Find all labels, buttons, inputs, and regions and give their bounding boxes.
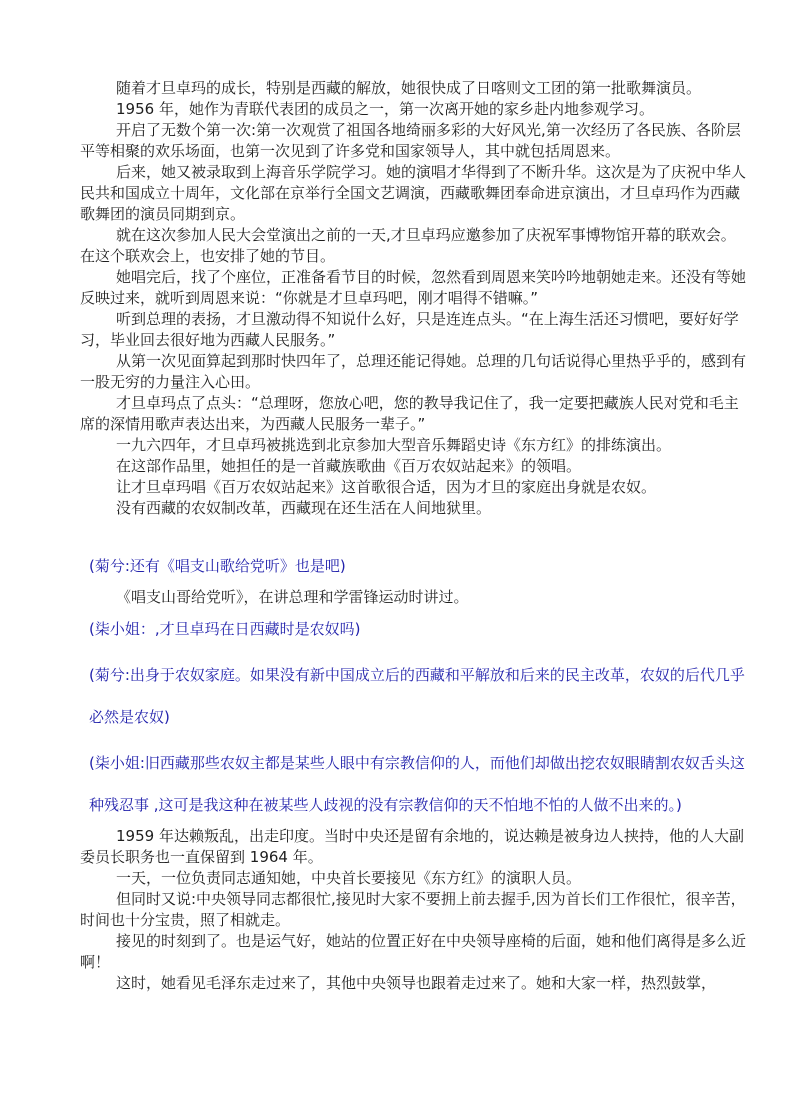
body-paragraph: 听到总理的表扬，才旦激动得不知说什么好，只是连连点头。“在上海生活还习惯吧，要好好学习，毕业回去很好地为西藏人民服务。” [80,310,739,349]
body-paragraph: 随着才旦卓玛的成长，特别是西藏的解放，她很快成了日喀则文工团的第一批歌舞演员。 [116,79,702,97]
body-paragraph: 开启了无数个第一次:第一次观赏了祖国各地绮丽多彩的大好风光,第一次经历了各民族、各阶层平等相聚的欢乐场面，也第一次见到了许多党和国家领导人，其中就包括周恩来。 [80,121,741,160]
body-paragraph: 1959 年达赖叛乱，出走印度。当时中央还是留有余地的，说达赖是被身边人挟持，他的人大副委员长职务也一直保留到 1964 年。 [80,827,744,866]
comment-paragraph: (柒小姐：,才旦卓玛在日西藏时是农奴吗) [89,620,361,638]
comment-paragraph: (菊兮:出身于农奴家庭。如果没有新中国成立后的西藏和平解放和后来的民主改革，农奴的后代几乎必然是农奴) [89,666,745,726]
body-paragraph: 《唱支山哥给党听》，在讲总理和学雷锋运动时讲过。 [116,588,469,606]
body-paragraph: 接见的时刻到了。也是运气好，她站的位置正好在中央领导座椅的后面，她和他们离得是多么近啊！ [80,932,747,971]
body-paragraph: 一九六四年，才旦卓玛被挑选到北京参加大型音乐舞蹈史诗《东方红》的排练演出。 [116,436,672,454]
body-paragraph: 1956 年，她作为青联代表团的成员之一，第一次离开她的家乡赴内地参观学习。 [116,100,654,118]
body-paragraph: 从第一次见面算起到那时快四年了，总理还能记得她。总理的几句话说得心里热乎乎的，感到有一股无穷的力量注入心田。 [80,352,747,391]
body-paragraph: 才旦卓玛点了点头：“总理呀，您放心吧，您的教导我记住了，我一定要把藏族人民对党和毛主席的深情用歌声表达出来，为西藏人民服务一辈子。” [80,394,739,433]
comment-paragraph: (柒小姐:旧西藏那些农奴主都是某些人眼中有宗教信仰的人，而他们却做出挖农奴眼睛割农奴舌头这种残忍事 ,这可是我这种在被某些人歧视的没有宗教信仰的天不怕地不怕的人做不出来的。) [89,754,745,814]
body-paragraph: 就在这次参加人民大会堂演出之前的一天,才旦卓玛应邀参加了庆祝军事博物馆开幕的联欢会。在这个联欢会上，也安排了她的节目。 [80,226,736,265]
body-paragraph: 让才旦卓玛唱《百万农奴站起来》这首歌很合适，因为才旦的家庭出身就是农奴。 [116,478,657,496]
body-paragraph: 但同时又说:中央领导同志都很忙,接见时大家不要拥上前去握手,因为首长们工作很忙，很辛苦，时间也十分宝贵，照了相就走。 [80,890,746,929]
body-paragraph: 在这部作品里，她担任的是一首藏族歌曲《百万农奴站起来》的领唱。 [116,457,582,475]
body-paragraph: 她唱完后，找了个座位，正准备看节目的时候，忽然看到周恩来笑吟吟地朝她走来。还没有等她反映过来，就听到周恩来说：“你就是才旦卓玛吧，刚才唱得不错嘛。” [80,268,747,307]
body-paragraph: 一天，一位负责同志通知她，中央首长要接见《东方红》的演职人员。 [116,869,582,887]
comment-paragraph: (菊兮:还有《唱支山歌给党听》也是吧) [89,557,346,575]
body-paragraph: 这时，她看见毛泽东走过来了，其他中央领导也跟着走过来了。她和大家一样，热烈鼓掌， [116,974,717,992]
body-paragraph: 没有西藏的农奴制改革，西藏现在还生活在人间地狱里。 [116,499,492,517]
body-paragraph: 后来，她又被录取到上海音乐学院学习。她的演唱才华得到了不断升华。这次是为了庆祝中华人民共和国成立十周年，文化部在京举行全国文艺调演，西藏歌舞团奉命进京演出，才旦卓玛作为西藏歌舞团的演员同期到京。 [80,163,747,223]
